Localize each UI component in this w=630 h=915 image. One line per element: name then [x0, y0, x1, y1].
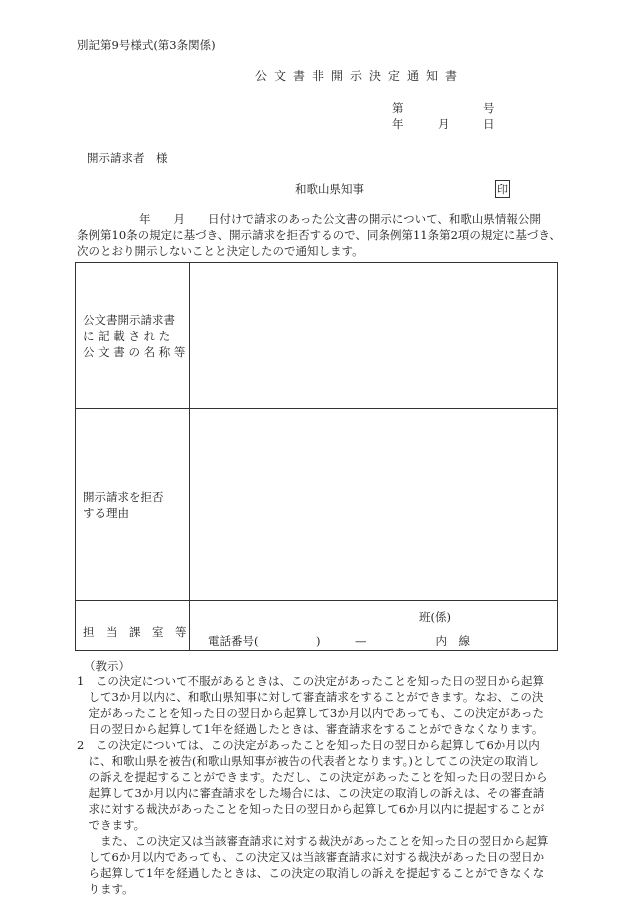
decision-table	[75, 262, 558, 651]
page-title: 公文書非開示決定通知書	[255, 69, 465, 83]
note-line: に、和歌山県を被告(和歌山県知事が被告の代表者となります。)としてこの決定の取消し	[77, 754, 540, 768]
han-label: 班(係)	[419, 610, 451, 624]
date-day: 日	[483, 117, 495, 131]
note-line: 求に対する裁決があったことを知った日の翌日から起算して6か月以内に提起することが	[77, 802, 545, 816]
document-name-field[interactable]	[190, 263, 558, 409]
label-line: 開示請求を拒否	[83, 489, 164, 504]
date-year: 年	[392, 117, 404, 131]
department-field[interactable]	[190, 601, 558, 651]
note-line: ります。	[77, 882, 134, 896]
refusal-reason-label	[76, 409, 190, 601]
label-line: に 記 載 さ れ た	[83, 328, 171, 343]
label-line: する理由	[83, 505, 129, 520]
note-line: 日の翌日から起算して1年を経過したときは、審査請求をすることができなくなります。	[77, 722, 544, 736]
intro-line: 条例第10条の規定に基づき、開示請求を拒否するので、同条例第11条第2項の規定に基づき、	[77, 228, 561, 242]
document-name-label	[76, 263, 190, 409]
note-line: できます。	[77, 818, 146, 832]
notes-heading: （教示）	[84, 659, 130, 673]
label-line: 公文書開示請求書	[83, 312, 175, 327]
form-id: 別記第9号様式(第3条関係)	[77, 38, 216, 52]
label-line: 公 文 書 の 名 称 等	[83, 344, 186, 359]
table-row	[76, 263, 558, 409]
note-line: の訴えを提起することができます。ただし、この決定があったことを知った日の翌日から	[77, 770, 548, 784]
table-row	[76, 409, 558, 601]
note-line: 2 この決定については、この決定があったことを知った日の翌日から起算して6か月以内	[77, 738, 540, 752]
department-label: 担 当 課 室 等	[76, 601, 190, 651]
intro-line: 次のとおり開示しないことと決定したので通知します。	[77, 244, 364, 258]
note-line: して6か月以内であっても、この決定又は当該審査請求に対する裁決があった日の翌日か	[77, 850, 545, 864]
note-line: 起算して3か月以内に審査請求をした場合には、この決定の取消しの訴えは、その審査請	[77, 786, 545, 800]
phone-line: 電話番号( ) — 内 線	[208, 634, 470, 648]
note-line: 1 この決定について不服があるときは、この決定があったことを知った日の翌日から起算	[77, 674, 544, 688]
seal-mark: 印	[495, 180, 510, 198]
note-line: 定があったことを知った日の翌日から起算して3か月以内であっても、この決定があった	[77, 706, 544, 720]
note-line: して3か月以内に、和歌山県知事に対して審査請求をすることができます。なお、この決	[77, 690, 544, 704]
refusal-reason-field[interactable]	[190, 409, 558, 601]
intro-line: 年 月 日付けで請求のあった公文書の開示について、和歌山県情報公開	[139, 212, 541, 226]
issuer: 和歌山県知事	[295, 182, 364, 196]
addressee: 開示請求者 様	[87, 151, 168, 165]
date-month: 月	[438, 117, 450, 131]
note-line: また、この決定又は当該審査請求に対する裁決があったことを知った日の翌日から起算	[77, 834, 549, 848]
note-line: ら起算して1年を経過したときは、この決定の取消しの訴えを提起することができなくな	[77, 866, 545, 880]
number-prefix: 第	[392, 101, 404, 115]
number-suffix: 号	[483, 101, 495, 115]
table-row	[76, 601, 558, 651]
